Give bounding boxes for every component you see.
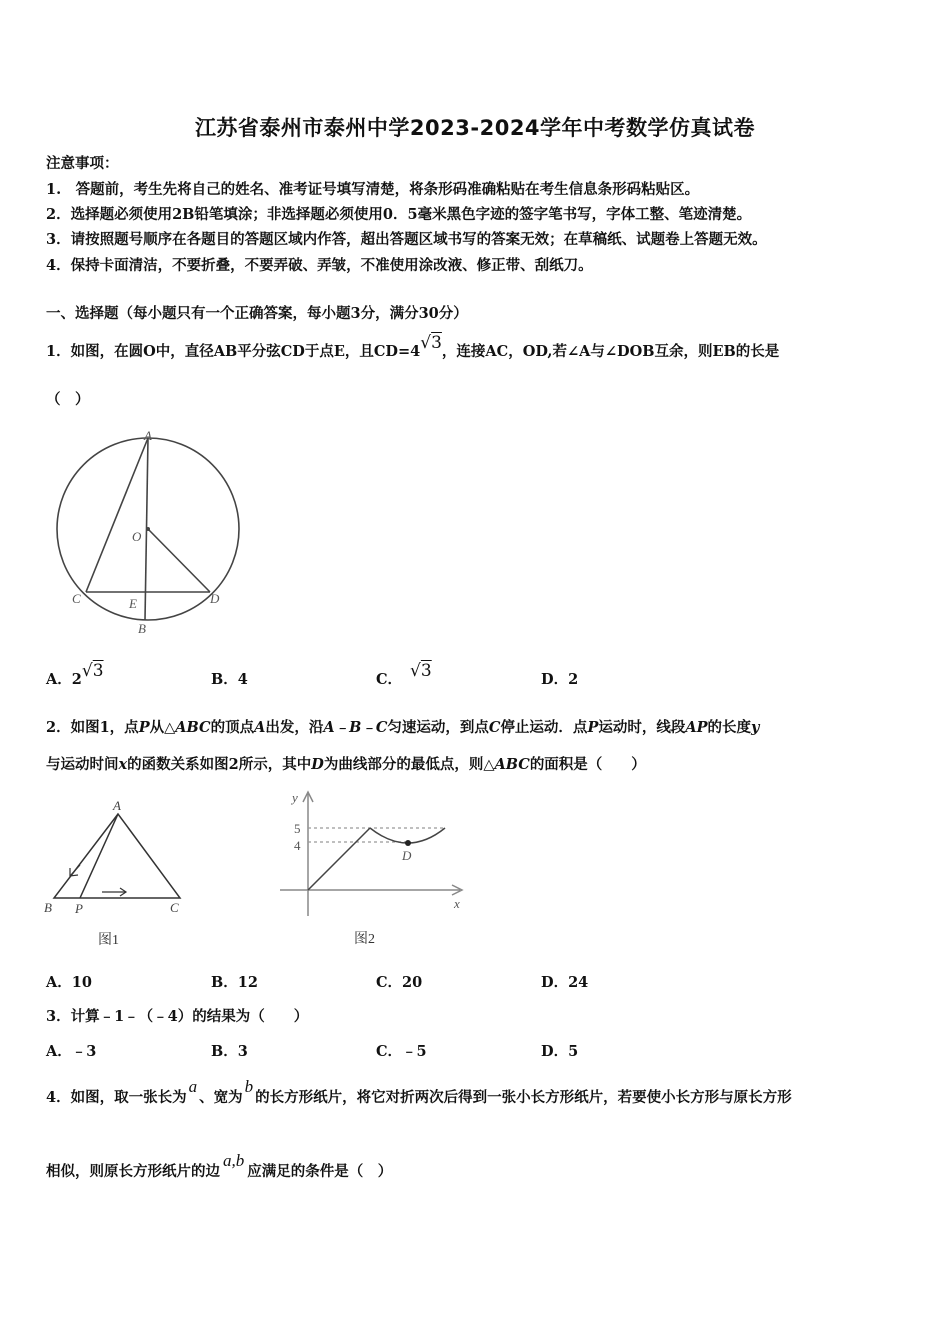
q1-sqrt: √3 (420, 333, 442, 353)
q1-label-b: B (138, 621, 146, 636)
q2-option-a[interactable] (46, 971, 92, 992)
q2-l2-d: 的面积是（ ） (529, 756, 646, 773)
q1-option-a[interactable] (46, 661, 104, 689)
q4-l2-b: 应满足的条件是（ ） (247, 1163, 393, 1180)
q2-l1-f: 停止运动．点 (500, 719, 588, 736)
q1-option-a-sqrt: √3 (81, 661, 104, 681)
q1-label-d: D (210, 591, 220, 606)
q1-option-b[interactable] (211, 668, 248, 689)
q3-option-d-val: 5 (568, 1043, 579, 1060)
q2-l1-y: y (751, 719, 760, 736)
q4-var-a: a (188, 1077, 198, 1096)
q2-fig1-arrow-ab (70, 865, 80, 876)
q2-l1-path: A﹣B﹣C (323, 719, 388, 736)
q3-option-b-key: B． (211, 1043, 238, 1060)
q3-option-b-val: 3 (237, 1043, 248, 1060)
page-title: 江苏省泰州市泰州中学2023-2024学年中考数学仿真试卷 (194, 116, 756, 140)
q2-l2-c: 为曲线部分的最低点，则△ (323, 756, 495, 773)
q1-label-o: O (132, 529, 142, 544)
q2-l1-a: 2．如图1，点 (46, 719, 139, 736)
q2-option-a-key: A． (46, 974, 72, 991)
q3-option-a-key: A． (46, 1043, 72, 1060)
notice-item-3: 3．请按照题号顺序在各题目的答题区域内作答，超出答题区域书写的答案无效；在草稿纸、试题卷上答题无效。 (46, 231, 767, 248)
q1-sqrt-value: 3 (431, 333, 442, 353)
q2-option-b-key: B． (211, 974, 238, 991)
q1-center-dot (146, 527, 150, 531)
q2-fig1-label-c: C (170, 900, 179, 915)
section-heading: 一、选择题（每小题只有一个正确答案，每小题3分，满分30分） (46, 305, 468, 322)
q1-option-a-pre: 2 (71, 671, 82, 688)
q3-stem: 3．计算﹣1﹣（﹣4）的结果为（ ） (46, 1008, 309, 1025)
q1-label-e: E (129, 596, 137, 611)
q2-l1-e: 匀速运动，到点 (387, 719, 489, 736)
q3-option-c-val: ﹣5 (402, 1043, 427, 1060)
q4-line-1 (46, 1077, 792, 1107)
q2-l1-d: 出发，沿 (265, 719, 324, 736)
q3-option-d-key: D． (541, 1043, 569, 1060)
q3-option-b[interactable] (211, 1040, 248, 1061)
q2-l2-d-point: D (311, 756, 324, 773)
notice-heading: 注意事项： (46, 155, 119, 172)
q4-l1-c: 的长方形纸片，将它对折两次后得到一张小长方形纸片，若要使小长方形与原长方形 (255, 1089, 792, 1106)
q2-line-2 (46, 753, 646, 774)
q2-l1-p: P (138, 719, 150, 736)
q1-option-a-key: A． (46, 671, 72, 688)
q1-paren: （ ） (46, 391, 90, 408)
q2-l1-b: 从△ (149, 719, 176, 736)
q4-l1-b: 、宽为 (199, 1089, 243, 1106)
q4-l1-a: 4．如图，取一张长为 (46, 1089, 187, 1106)
q1-option-d[interactable] (541, 668, 578, 689)
q2-l2-a: 与运动时间 (46, 756, 119, 773)
q1-option-d-val: 2 (568, 671, 579, 688)
q1-option-c-key: C． (376, 671, 403, 688)
q2-option-a-val: 10 (71, 974, 92, 991)
q1-label-a: A (144, 428, 152, 443)
q2-l1-h: 的长度 (707, 719, 751, 736)
q1-option-c-sqrt: √3 (410, 661, 432, 681)
q2-line-1 (46, 716, 759, 737)
q1-option-d-key: D． (541, 671, 569, 688)
q2-fig2-label-4: 4 (294, 838, 301, 853)
q3-option-a-val: ﹣3 (71, 1043, 97, 1060)
q2-fig2-label-5: 5 (294, 821, 301, 836)
q2-l1-c: 的顶点 (210, 719, 255, 736)
q2-fig1-label-b: B (44, 900, 52, 915)
q2-figure-2 (280, 786, 470, 952)
q3-option-a[interactable] (46, 1040, 96, 1061)
q4-var-b: b (244, 1077, 254, 1096)
q2-fig1-triangle (54, 814, 180, 898)
q2-l2-b: 的函数关系如图2所示，其中 (127, 756, 312, 773)
q4-l2-a: 相似，则原长方形纸片的边 (46, 1163, 220, 1180)
notice-item-1: 1. 答题前，考生先将自己的姓名、准考证号填写清楚，将条形码准确粘贴在考生信息条形码粘贴区。 (46, 181, 700, 198)
q2-fig2-linear-segment (308, 828, 370, 890)
q1-option-b-key: B． (211, 671, 238, 688)
q1-stem (46, 333, 780, 361)
q1-text-a: 1．如图，在圆O中，直径AB平分弦CD于点E，且CD=4 (46, 343, 421, 360)
q1-segment-od (148, 529, 210, 592)
q2-option-c-key: C． (376, 974, 403, 991)
q2-option-b[interactable] (211, 971, 258, 992)
q2-fig2-label-x: x (454, 896, 460, 911)
q4-var-ab: a,b (223, 1151, 245, 1170)
q2-l1-c-vertex: C (488, 719, 501, 736)
q2-fig1-label-p: P (75, 901, 83, 916)
q2-l2-abc: ABC (494, 756, 530, 773)
q2-l2-x: x (118, 756, 128, 773)
q2-fig2-point-d (405, 840, 411, 846)
q2-fig1-label-a: A (113, 798, 121, 813)
q2-fig2-label-y: y (292, 790, 298, 805)
q2-l1-p2: P (587, 719, 599, 736)
q2-l1-a-vertex: A (254, 719, 266, 736)
q2-l1-ap: AP (685, 719, 708, 736)
q2-option-d-key: D． (541, 974, 569, 991)
q2-fig2-caption: 图2 (354, 932, 375, 947)
q1-option-c-sqrt-value: 3 (420, 661, 432, 681)
q2-fig1-caption: 图1 (98, 933, 119, 948)
q3-option-c[interactable] (376, 1040, 427, 1061)
q2-fig2-label-d: D (402, 848, 412, 863)
q1-option-a-sqrt-value: 3 (92, 661, 104, 681)
q2-option-c-val: 20 (402, 974, 423, 991)
notice-item-4: 4．保持卡面清洁，不要折叠，不要弄破、弄皱，不准使用涂改液、修正带、刮纸刀。 (46, 257, 593, 274)
q2-l1-g: 运动时，线段 (598, 719, 686, 736)
q2-option-d[interactable] (541, 971, 588, 992)
q1-label-c: C (72, 591, 81, 606)
q2-option-b-val: 12 (237, 974, 258, 991)
q1-circle-figure (50, 428, 250, 638)
q2-l1-abc: ABC (175, 719, 211, 736)
q2-figure-1 (40, 792, 200, 952)
q3-option-c-key: C． (376, 1043, 403, 1060)
q1-option-c[interactable] (376, 661, 432, 689)
q2-option-c[interactable] (376, 971, 422, 992)
notice-item-2: 2．选择题必须使用2B铅笔填涂；非选择题必须使用0．5毫米黑色字迹的签字笔书写，字体工整、笔迹清楚。 (46, 206, 752, 223)
q2-option-d-val: 24 (568, 974, 589, 991)
q1-chord-ac (86, 438, 148, 592)
q1-text-b: ，连接AC，OD,若∠A与∠DOB互余，则EB的长是 (441, 343, 780, 360)
q4-line-2 (46, 1151, 393, 1181)
q1-option-b-val: 4 (237, 671, 248, 688)
q3-option-d[interactable] (541, 1040, 578, 1061)
